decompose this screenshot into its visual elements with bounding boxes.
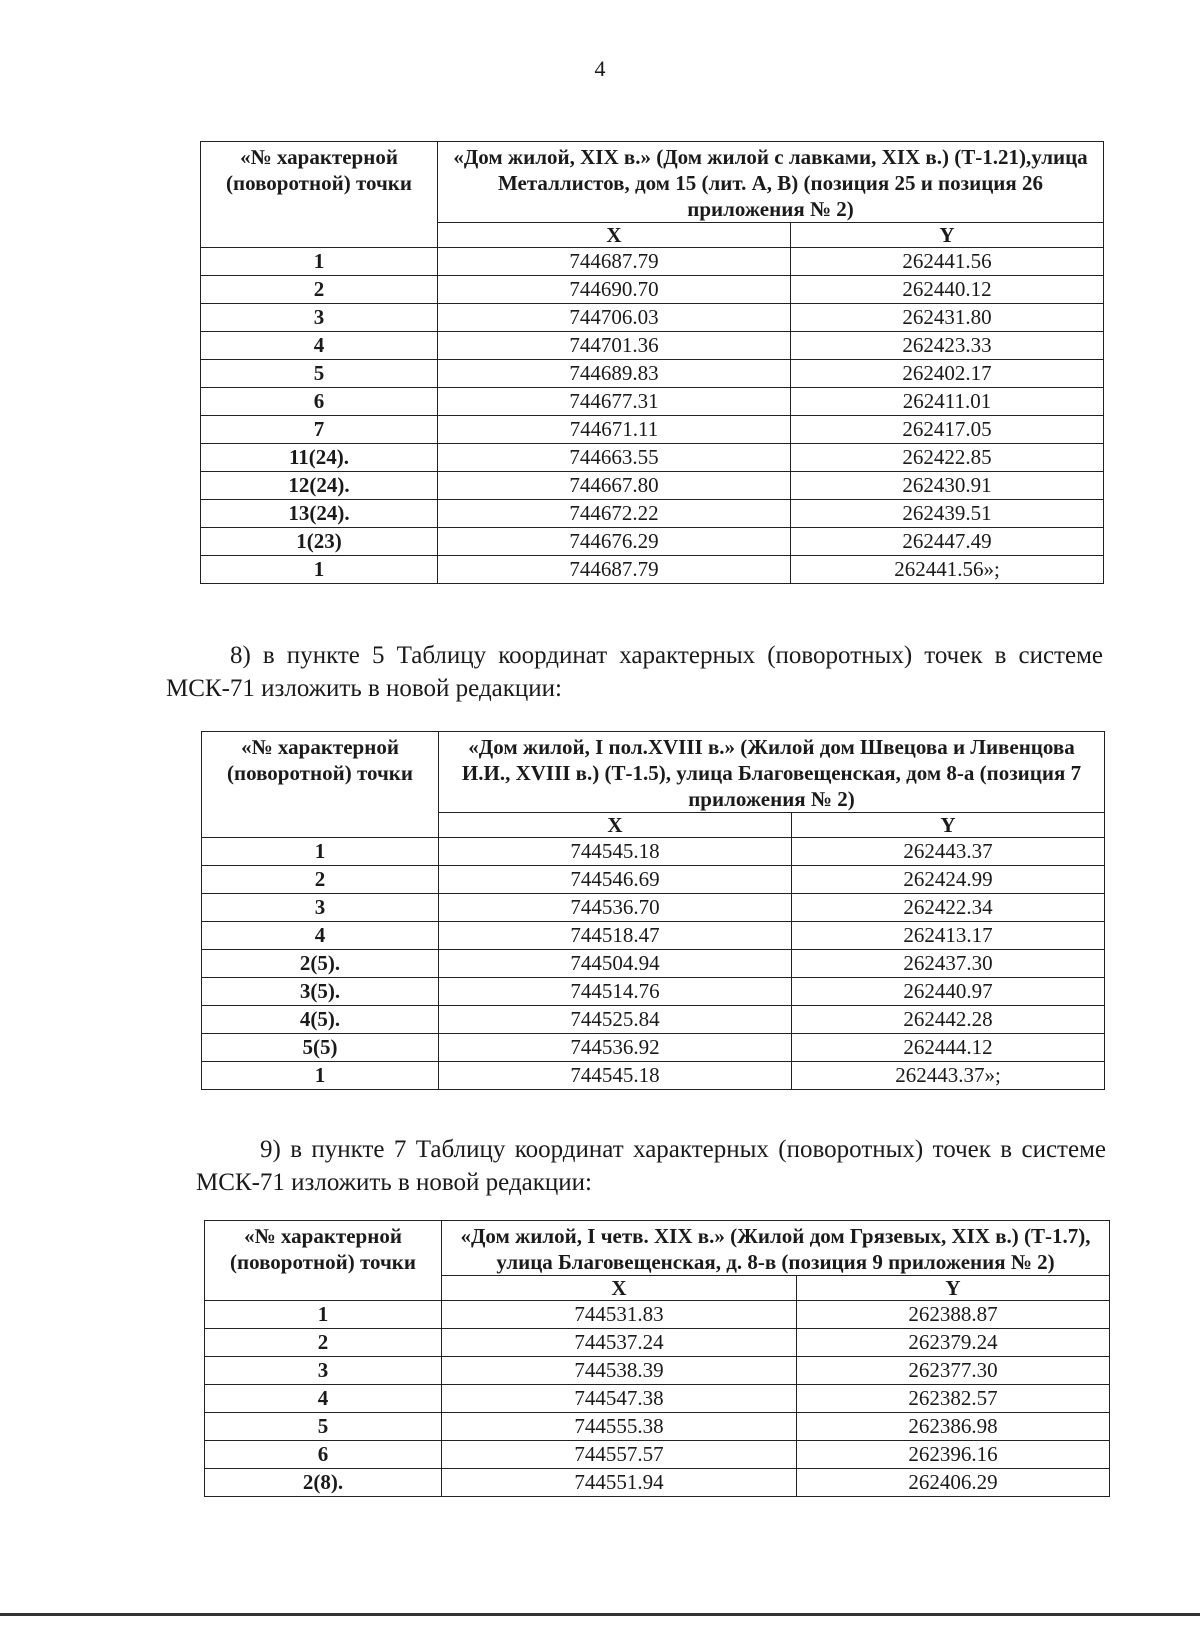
table-row: [201, 332, 1104, 360]
point-number-cell: 12(24).: [201, 472, 438, 500]
x-coordinate-cell: 744672.22: [438, 500, 791, 528]
point-number-cell: 6: [205, 1441, 442, 1469]
point-number-cell: 2: [205, 1329, 442, 1357]
y-coordinate-cell: 262413.17: [792, 922, 1105, 950]
table-row: [205, 1413, 1110, 1441]
point-number-cell: 1: [205, 1301, 442, 1329]
x-coordinate-cell: 744545.18: [439, 838, 792, 866]
point-number-cell: 2: [202, 866, 439, 894]
x-coordinate-cell: 744690.70: [438, 276, 791, 304]
table-row: [201, 416, 1104, 444]
point-number-cell: 2(5).: [202, 950, 439, 978]
point-number-cell: 2(8).: [205, 1469, 442, 1497]
x-coordinate-cell: 744687.79: [438, 248, 791, 276]
x-column-header: X: [439, 813, 792, 838]
y-coordinate-cell: 262430.91: [791, 472, 1104, 500]
x-coordinate-cell: 744663.55: [438, 444, 791, 472]
x-coordinate-cell: 744518.47: [439, 922, 792, 950]
y-coordinate-cell: 262437.30: [792, 950, 1105, 978]
table-header-row: [201, 142, 1104, 223]
x-coordinate-cell: 744547.38: [442, 1385, 797, 1413]
x-coordinate-cell: 744676.29: [438, 528, 791, 556]
table-row: [201, 248, 1104, 276]
x-coordinate-cell: 744677.31: [438, 388, 791, 416]
table-row: [201, 388, 1104, 416]
table-row: [202, 1034, 1105, 1062]
point-number-cell: 4: [201, 332, 438, 360]
object-header: «Дом жилой, I пол.XVIII в.» (Жилой дом Швецова и Ливенцова И.И., XVIII в.) (Т-1.5), улица Благовещенская, дом 8-а (позиция 7 приложения № 2): [439, 732, 1105, 813]
y-coordinate-cell: 262443.37»;: [792, 1062, 1105, 1090]
point-number-cell: 1: [202, 838, 439, 866]
point-number-cell: 5: [201, 360, 438, 388]
point-number-header: «№ характерной (поворотной) точки: [205, 1221, 442, 1301]
x-coordinate-cell: 744545.18: [439, 1062, 792, 1090]
y-coordinate-cell: 262402.17: [791, 360, 1104, 388]
table-row: [201, 444, 1104, 472]
table-row: [202, 866, 1105, 894]
y-coordinate-cell: 262431.80: [791, 304, 1104, 332]
x-coordinate-cell: 744546.69: [439, 866, 792, 894]
y-coordinate-cell: 262447.49: [791, 528, 1104, 556]
x-coordinate-cell: 744536.92: [439, 1034, 792, 1062]
y-coordinate-cell: 262406.29: [797, 1469, 1110, 1497]
point-number-cell: 13(24).: [201, 500, 438, 528]
point-number-cell: 4(5).: [202, 1006, 439, 1034]
instruction-text: 8) в пункте 5 Таблицу координат характерных (поворотных) точек в системе МСК-71 изложить в новой редакции:: [166, 642, 1103, 702]
point-number-cell: 2: [201, 276, 438, 304]
object-header: «Дом жилой, I четв. XIX в.» (Жилой дом Грязевых, XIX в.) (Т-1.7), улица Благовещенская, д. 8-в (позиция 9 приложения № 2): [442, 1221, 1110, 1276]
y-column-header: Y: [792, 813, 1105, 838]
point-number-cell: 3: [201, 304, 438, 332]
y-coordinate-cell: 262422.34: [792, 894, 1105, 922]
y-coordinate-cell: 262440.12: [791, 276, 1104, 304]
table-row: [202, 894, 1105, 922]
point-number-header: «№ характерной (поворотной) точки: [201, 142, 438, 248]
table-row: [201, 528, 1104, 556]
x-coordinate-cell: 744514.76: [439, 978, 792, 1006]
y-column-header: Y: [791, 223, 1104, 248]
coordinates-table-2: [201, 731, 1105, 1090]
table-row: [205, 1441, 1110, 1469]
x-coordinate-cell: 744551.94: [442, 1469, 797, 1497]
table-row: [201, 304, 1104, 332]
table-row: [202, 978, 1105, 1006]
x-column-header: X: [442, 1276, 797, 1301]
point-number-cell: 3: [205, 1357, 442, 1385]
point-number-cell: 5(5): [202, 1034, 439, 1062]
table-header-row: [205, 1221, 1110, 1276]
table-row: [205, 1385, 1110, 1413]
y-coordinate-cell: 262411.01: [791, 388, 1104, 416]
point-number-cell: 11(24).: [201, 444, 438, 472]
bottom-rule: [0, 1613, 1200, 1616]
table-row: [201, 556, 1104, 584]
instruction-paragraph-9: [196, 1133, 1106, 1199]
table-row: [202, 838, 1105, 866]
x-coordinate-cell: 744537.24: [442, 1329, 797, 1357]
y-coordinate-cell: 262417.05: [791, 416, 1104, 444]
instruction-paragraph-8: [166, 639, 1103, 705]
x-coordinate-cell: 744555.38: [442, 1413, 797, 1441]
point-number-cell: 1(23): [201, 528, 438, 556]
point-number-cell: 4: [205, 1385, 442, 1413]
y-coordinate-cell: 262444.12: [792, 1034, 1105, 1062]
y-coordinate-cell: 262377.30: [797, 1357, 1110, 1385]
point-number-cell: 4: [202, 922, 439, 950]
y-coordinate-cell: 262424.99: [792, 866, 1105, 894]
x-coordinate-cell: 744536.70: [439, 894, 792, 922]
table-row: [202, 1062, 1105, 1090]
y-coordinate-cell: 262441.56»;: [791, 556, 1104, 584]
y-coordinate-cell: 262422.85: [791, 444, 1104, 472]
table-row: [205, 1357, 1110, 1385]
point-number-cell: 1: [201, 248, 438, 276]
object-header: «Дом жилой, XIX в.» (Дом жилой с лавками, XIX в.) (Т-1.21),улица Металлистов, дом 15 (лит. А, В) (позиция 25 и позиция 26 приложения № 2): [438, 142, 1104, 223]
y-coordinate-cell: 262396.16: [797, 1441, 1110, 1469]
coordinates-table-3: [204, 1220, 1110, 1497]
table-row: [201, 360, 1104, 388]
table-row: [205, 1469, 1110, 1497]
x-coordinate-cell: 744557.57: [442, 1441, 797, 1469]
coordinates-table-1: [200, 141, 1104, 584]
y-coordinate-cell: 262439.51: [791, 500, 1104, 528]
y-coordinate-cell: 262440.97: [792, 978, 1105, 1006]
table-row: [205, 1301, 1110, 1329]
y-coordinate-cell: 262379.24: [797, 1329, 1110, 1357]
point-number-cell: 1: [201, 556, 438, 584]
x-coordinate-cell: 744538.39: [442, 1357, 797, 1385]
x-coordinate-cell: 744504.94: [439, 950, 792, 978]
y-coordinate-cell: 262388.87: [797, 1301, 1110, 1329]
x-coordinate-cell: 744689.83: [438, 360, 791, 388]
y-coordinate-cell: 262423.33: [791, 332, 1104, 360]
table-header-row: [202, 732, 1105, 813]
x-coordinate-cell: 744667.80: [438, 472, 791, 500]
point-number-cell: 6: [201, 388, 438, 416]
y-coordinate-cell: 262382.57: [797, 1385, 1110, 1413]
point-number-header: «№ характерной (поворотной) точки: [202, 732, 439, 838]
table-row: [201, 276, 1104, 304]
table-row: [202, 922, 1105, 950]
table-row: [201, 500, 1104, 528]
table-row: [201, 472, 1104, 500]
point-number-cell: 7: [201, 416, 438, 444]
instruction-text: 9) в пункте 7 Таблицу координат характерных (поворотных) точек в системе МСК-71 изложить в новой редакции:: [196, 1136, 1106, 1196]
x-coordinate-cell: 744531.83: [442, 1301, 797, 1329]
y-coordinate-cell: 262386.98: [797, 1413, 1110, 1441]
x-column-header: X: [438, 223, 791, 248]
y-coordinate-cell: 262442.28: [792, 1006, 1105, 1034]
table-row: [202, 1006, 1105, 1034]
y-coordinate-cell: 262441.56: [791, 248, 1104, 276]
x-coordinate-cell: 744701.36: [438, 332, 791, 360]
x-coordinate-cell: 744525.84: [439, 1006, 792, 1034]
page-number: 4: [594, 56, 606, 81]
x-coordinate-cell: 744687.79: [438, 556, 791, 584]
point-number-cell: 5: [205, 1413, 442, 1441]
point-number-cell: 1: [202, 1062, 439, 1090]
point-number-cell: 3(5).: [202, 978, 439, 1006]
y-column-header: Y: [797, 1276, 1110, 1301]
x-coordinate-cell: 744706.03: [438, 304, 791, 332]
table-row: [202, 950, 1105, 978]
point-number-cell: 3: [202, 894, 439, 922]
x-coordinate-cell: 744671.11: [438, 416, 791, 444]
table-row: [205, 1329, 1110, 1357]
y-coordinate-cell: 262443.37: [792, 838, 1105, 866]
